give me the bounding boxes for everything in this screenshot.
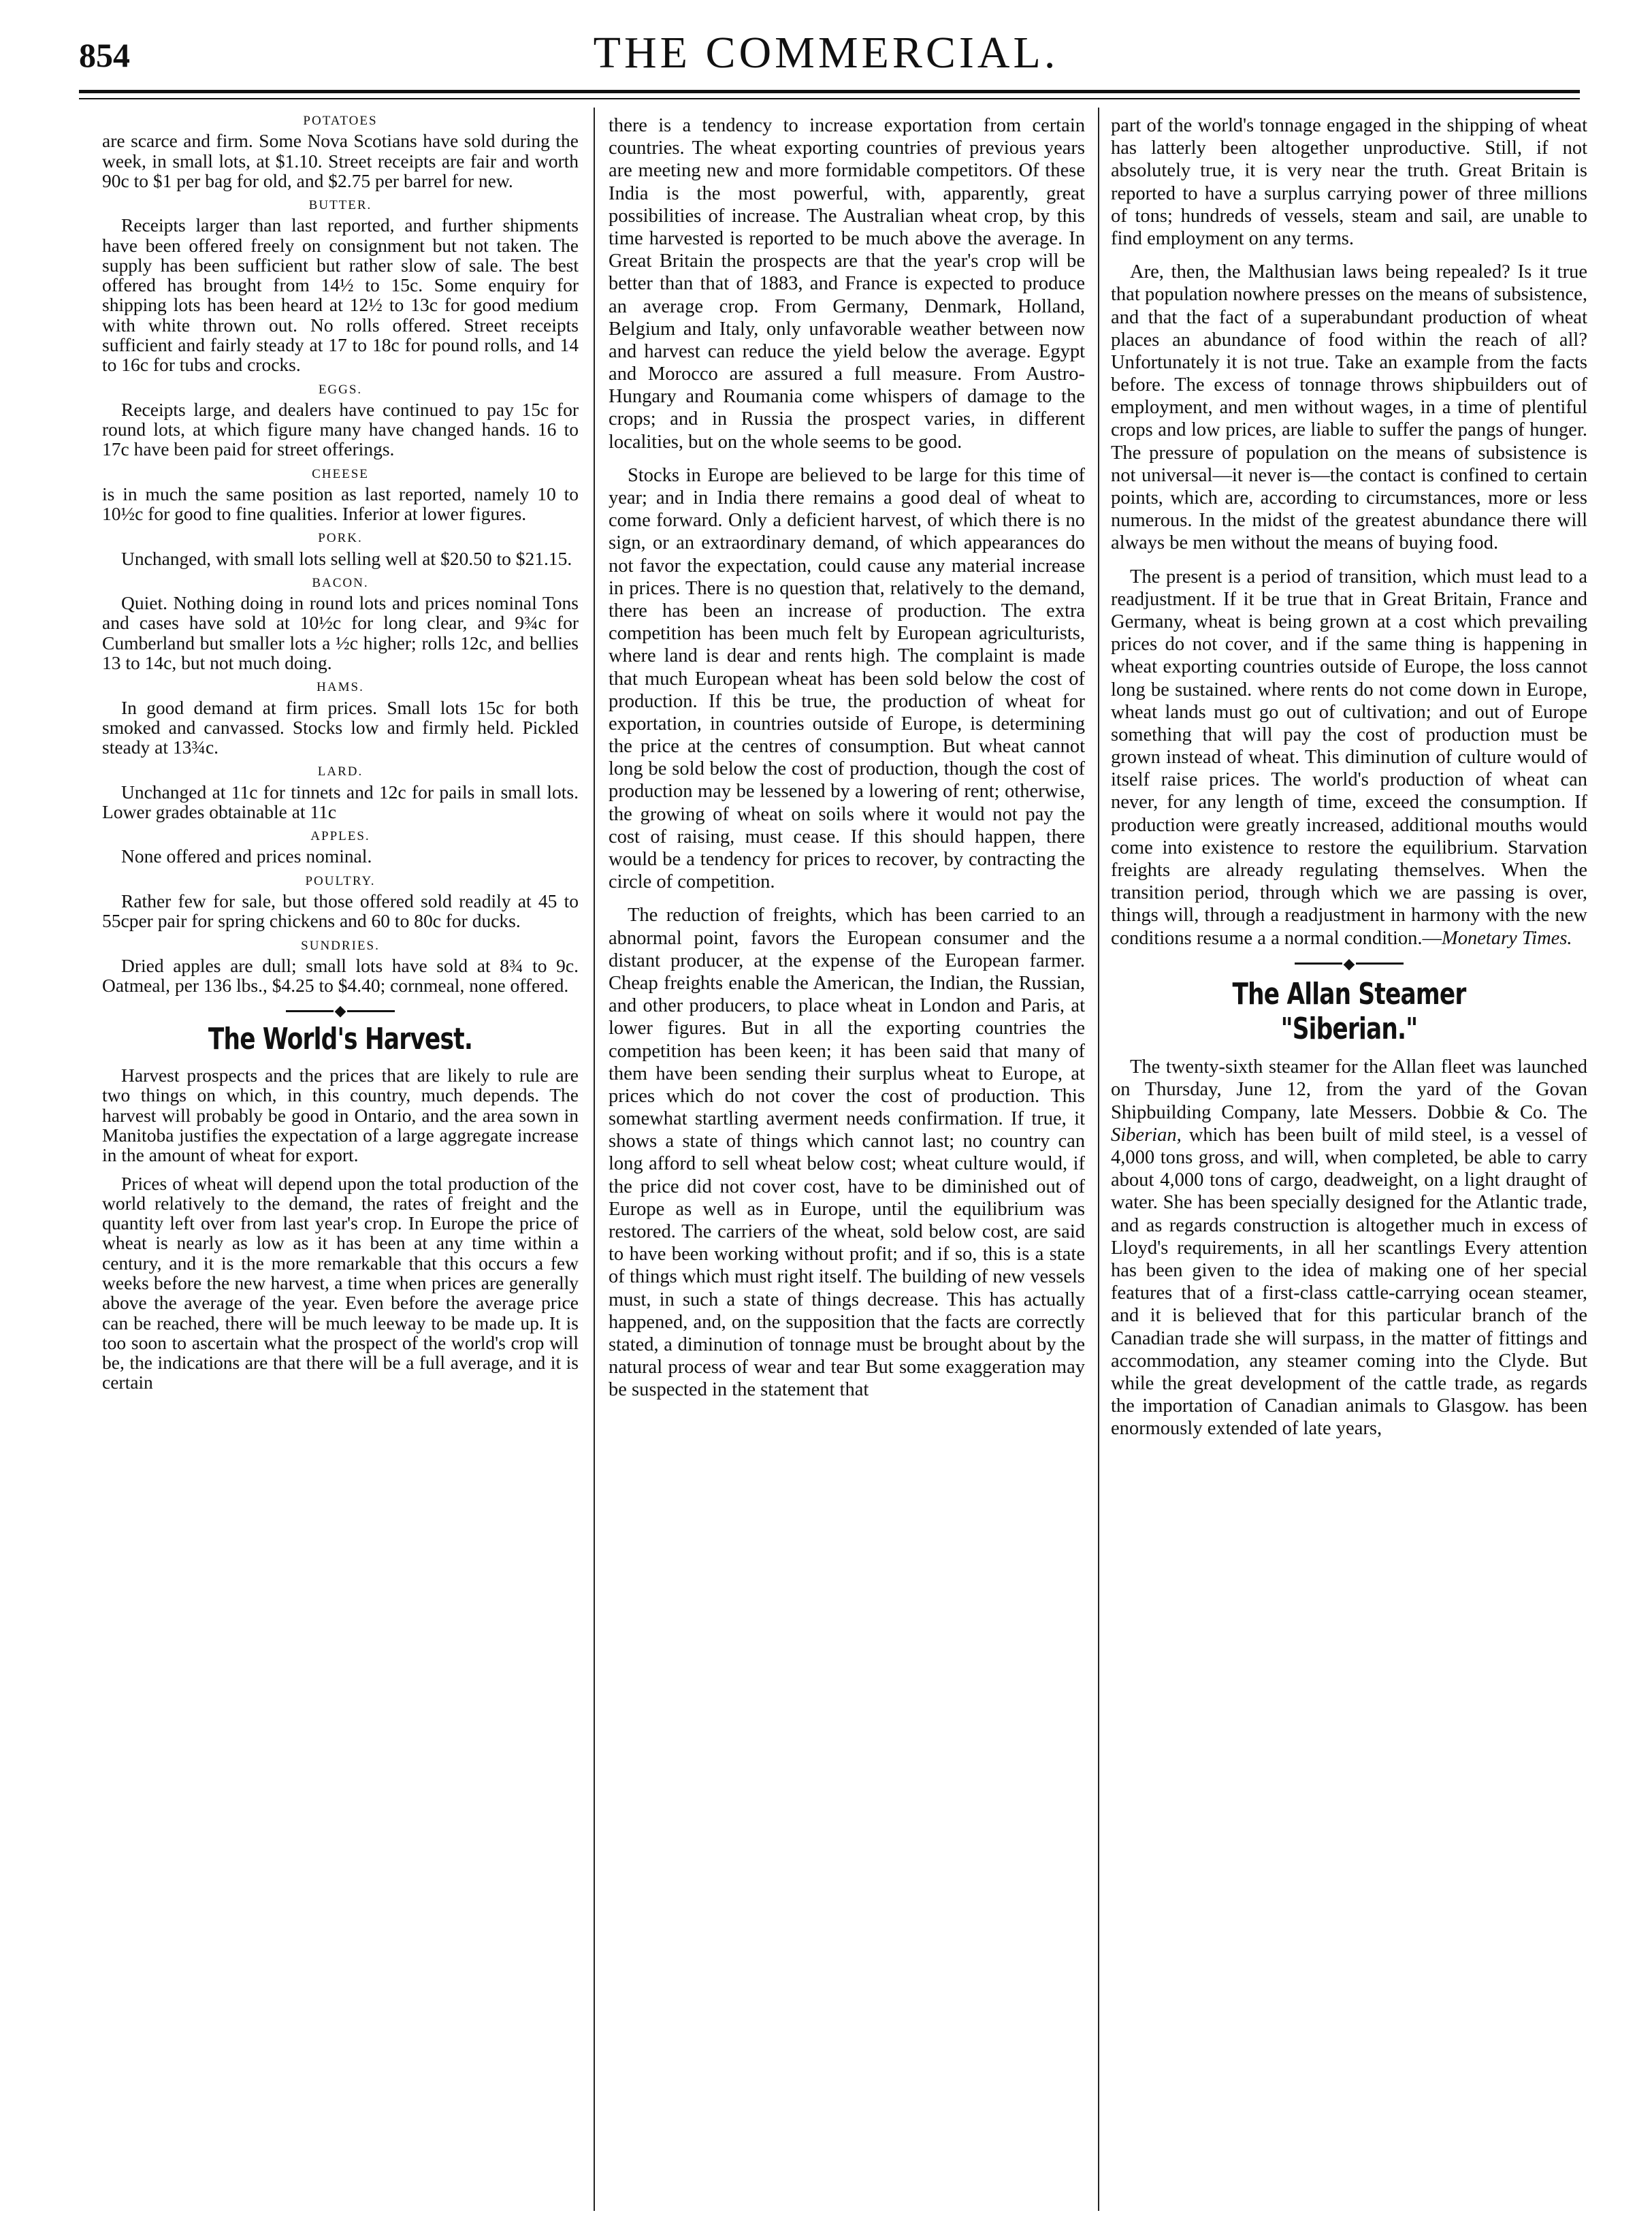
harvest-paragraph-5: The reduction of freights, which has been carried to an abnormal point, favors the European consumer and the distant producer, at the expense of the European farmer. Cheap freights enable the American, the Indian, the Russian, and other producers, to place wheat in London and Paris, at lower figures. But in all the exporting countries the competition has been keen; it has been said that many of them have been sending their surplus wheat to Europe, at prices which do not cover the cost of production. This somewhat startling averment needs confirmation. If true, it shows a state of things which cannot last; no country can long afford to sell wheat below cost; wheat culture would, if the price did not cover cost, have to be diminished out of Europe as well as in Europe, until the equilibrium was restored. The carriers of the wheat, sold below cost, are said to have been working without profit; and if so, this is a state of things which must right itself. The building of new vessels must, in such a state of things decrease. This has actually happened, and, on the supposition that the facts are correctly stated, a diminution of tonnage must be brought about by the natural process of wear and tear But some exaggeration may be suspected in the statement that xyxy=(609,905,1085,1401)
allan-steamer-title: The Allan Steamer "Siberian." xyxy=(1232,976,1466,1046)
column-2 xyxy=(609,114,1085,2211)
bacon-text: Quiet. Nothing doing in round lots and prices nominal Tons and cases have sold at 10½c for long clear, and 9¾c for Cumberland but smaller lots a ½c higher; rolls 12c, and bellies 13 to 14c, but not much doing. xyxy=(102,592,579,674)
section-divider: ◆ xyxy=(102,1003,579,1018)
apples-heading: APPLES. xyxy=(310,829,370,844)
harvest-paragraph-8-text: The present is a period of transition, which must lead to a readjustment. If it be true that in Great Britain, France and Germany, wheat is being grown at a cost which prevailing prices do not cover, and if the same thing is happening in wheat exporting countries outside of Europe, the loss cannot long be sustained. where rents do not come down in Europe, wheat lands must go out of cultivation; and out of Europe something that will pay the cost of production must be grown instead of wheat. This diminution of culture would of itself raise prices. The world's production of wheat can never, for any length of time, exceed the consumption. If production were greatly increased, additional mouths would come into existence to restore the equilibrium. Starvation freights are already regulating themselves. When the transition period, through which we are passing is over, things will, through a readjustment in harmony with the new conditions resume a a normal condition.— xyxy=(1111,566,1587,949)
column-1 xyxy=(102,114,579,2211)
column-3 xyxy=(1111,114,1587,2211)
masthead-rule-thick xyxy=(79,90,1580,93)
column-rule-1 xyxy=(594,108,595,2211)
bacon-heading: BACON. xyxy=(312,575,369,590)
masthead-title: THE COMMERCIAL. xyxy=(593,28,1059,78)
sundries-text: Dried apples are dull; small lots have sold at 8¾ to 9c. Oatmeal, per 136 lbs., $4.25 to $4.40; cornmeal, none offered. xyxy=(102,954,579,997)
harvest-paragraph-8 xyxy=(1111,566,1587,950)
harvest-paragraph-1: Harvest prospects and the prices that are likely to rule are two things on which, in this country, much depends. The harvest will probably be good in Ontario, and the area sown in Manitoba justifies the expectation of a large aggregate increase in the amount of wheat for export. xyxy=(102,1065,579,1166)
potatoes-text: are scarce and firm. Some Nova Scotians have sold during the week, in small lots, at $1.10. Street receipts are fair and worth 90c to $1 per bag for old, and $2.75 per barrel for new. xyxy=(102,130,579,191)
pork-text: Unchanged, with small lots selling well at $20.50 to $21.15. xyxy=(121,547,572,569)
poultry-heading: POULTRY. xyxy=(305,873,376,888)
ship-name: Siberian, xyxy=(1111,1124,1182,1146)
potatoes-heading: POTATOES xyxy=(303,114,378,128)
harvest-paragraph-7: Are, then, the Malthusian laws being repealed? Is it true that population nowhere presses on the means of subsistence, and that the fact of a superabundant production of wheat places an abundance of food within the reach of all? Unfortunately it is not true. Take an example from the facts before. The excess of tonnage throws shipbuilders out of employment, and men without wages, in a time of plentiful crops and low prices, are liable to suffer the pangs of hunger. The pressure of population on the means of subsistence is not universal—it never is—the contact is confined to certain points, which are, according to circumstances, more or less numerous. In the midst of the greatest abundance there will always be men without the means of buying food. xyxy=(1111,261,1587,554)
section-divider-2: ◆ xyxy=(1111,956,1587,971)
page-number: 854 xyxy=(79,36,130,74)
poultry-text: Rather few for sale, but those offered sold readily at 45 to 55cper pair for spring chickens and 60 to 80c for ducks. xyxy=(102,890,579,932)
pork-heading: PORK. xyxy=(318,531,363,546)
cheese-text: is in much the same position as last reported, namely 10 to 10½c for good to fine qualities. Inferior at lower figures. xyxy=(102,483,579,525)
hams-heading: HAMS. xyxy=(317,680,364,695)
lard-heading: LARD. xyxy=(317,764,363,779)
hams-text: In good demand at firm prices. Small lots 15c for both smoked and canvassed. Stocks low and firmly held. Pickled steady at 13¾c. xyxy=(102,696,579,758)
eggs-heading: EGGS. xyxy=(318,382,363,397)
butter-text: Receipts larger than last reported, and further shipments have been offered freely on consignment but not taken. The supply has been sufficient but rather slow of sale. The best offered has brought from 14½ to 15c. Some enquiry for shipping lots has been heard at 12½ to 13c for good medium with white thrown out. No rolls offered. Street receipts sufficient and fairly steady at 17 to 18c for pound rolls, and 14 to 16c for tubs and crocks. xyxy=(102,214,579,376)
allan-text-a: The twenty-sixth steamer for the Allan fleet was launched on Thursday, June 12, from the yard of the Govan Shipbuilding Company, late Messers. Dobbie & Co. The xyxy=(1111,1056,1587,1123)
eggs-text: Receipts large, and dealers have continued to pay 15c for round lots, at which figure many have changed hands. 16 to 17c have been paid for street offerings. xyxy=(102,398,579,460)
lard-text: Unchanged at 11c for tinnets and 12c for pails in small lots. Lower grades obtainable at 11c xyxy=(102,781,579,822)
butter-heading: BUTTER. xyxy=(308,198,372,213)
sundries-heading: SUNDRIES. xyxy=(301,938,380,953)
cheese-heading: CHEESE xyxy=(312,466,369,481)
masthead-rule-thin xyxy=(79,98,1580,99)
apples-text: None offered and prices nominal. xyxy=(121,845,372,867)
allan-text-b: which has been built of mild steel, is a vessel of 4,000 tons gross, and will, when completed, be able to carry about 4,000 tons of cargo, deadweight, on a light draught of water. She has been specially designed for the Atlantic trade, and as regards construction is altogether much in excess of Lloyd's requirements, in all her scantlings Every attention has been given to the idea of making one of her special features that of a first-class cattle-carrying ocean steamer, and it is believed that for this particular branch of the Canadian trade she will surpass, in the matter of fittings and accommodation, any steamer coming into the Clyde. But while the great development of the cattle trade, as regards the importation of Canadian animals to Glasgow. has been enormously extended of late years, xyxy=(1111,1124,1587,1440)
harvest-paragraph-3: there is a tendency to increase exportation from certain countries. The wheat exporting countries of previous years are meeting new and more formidable competitors. Of these India is the most powerful, with, apparently, great possibilities of increase. The Australian wheat crop, by this time harvested is reported to be much above the average. In Great Britain the prospects are that the year's crop will be better than that of 1883, and France is expected to produce an average crop. From Germany, Denmark, Holland, Belgium and Italy, only unfavorable weather between now and harvest can reduce the yield below the average. Egypt and Morocco are assured a full measure. From Austro-Hungary and Roumania come whispers of damage to the crops; and in Russia the prospect varies, in different localities, but on the whole seems to be good. xyxy=(609,115,1085,453)
harvest-title: The World's Harvest. xyxy=(208,1022,473,1057)
allan-steamer-paragraph xyxy=(1111,1056,1587,1440)
harvest-paragraph-4: Stocks in Europe are believed to be large for this time of year; and in India there remains a good deal of wheat to come forward. Only a deficient harvest, of which there is no sign, or an extraordinary demand, of which appearances do not favor the expectation, could cause any material increase in prices. There is no question that, relatively to the demand, there has been an increase of production. The extra competition has been much felt by European agriculturists, where land is dear and rents high. The complaint is made that much European wheat has been sold below the cost of production. If this be true, the production of wheat for exportation, in countries outside of Europe, is determining the price at the centres of consumption. But wheat cannot long be sold below the cost of production, though the cost of production may be lessened by a lowering of rent; otherwise, the growing of wheat on soils where it would not pay the cost of raising, must cease. If this should happen, there would be a tendency for prices to recover, by contracting the circle of competition. xyxy=(609,464,1085,893)
harvest-paragraph-2: Prices of wheat will depend upon the total production of the world relatively to the demand, the rates of freight and the quantity left over from last year's crop. In Europe the price of wheat is nearly as low as it has been at any time within a century, and it is the more remarkable that this occurs a few weeks before the new harvest, a time when prices are generally above the average of the year. Even before the average price can be reached, there will be much leeway to be made up. It is too soon to ascertain what the prospect of the world's crop will be, the indications are that there will be a full average, and it is certain xyxy=(102,1172,579,1393)
column-rule-2 xyxy=(1098,108,1099,2211)
harvest-paragraph-6: part of the world's tonnage engaged in the shipping of wheat has latterly been altogether unproductive. Still, if not absolutely true, it is very near the truth. Great Britain is reported to have a surplus carrying power of three millions of tons; hundreds of vessels, steam and sail, are unable to find employment on any terms. xyxy=(1111,115,1587,249)
source-credit: Monetary Times. xyxy=(1441,927,1572,949)
